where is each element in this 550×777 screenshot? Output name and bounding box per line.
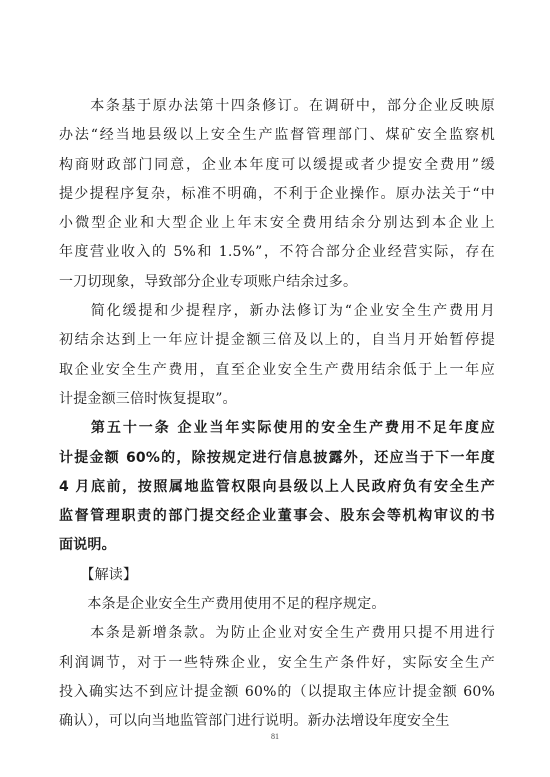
text-line: 取企业安全生产费用，直至企业安全生产费用结余低于上一年应 [59, 361, 495, 378]
paragraph [59, 297, 495, 414]
text-line: 计提金额三倍时恢复提取”。 [59, 390, 237, 407]
text-line: 构商财政部门同意，企业本年度可以缓提或者少提安全费用”缓 [59, 156, 495, 173]
text-line: 面说明。 [59, 537, 116, 554]
text-line: 提少提程序复杂，标准不明确，不利于企业操作。原办法关于“中 [59, 185, 495, 202]
text-line: 【解读】 [59, 566, 138, 583]
text-line: 本条基于原办法第十四条修订。在调研中，部分企业反映原 [59, 98, 495, 114]
text-line: 4 月底前，按照属地监管权限向县级以上人民政府负有安全生产 [59, 478, 495, 495]
text-line: 年度营业收入的 5%和 1.5%”，不符合部分企业经营实际，存在 [59, 244, 495, 261]
paragraph [59, 619, 495, 736]
paragraph [59, 92, 495, 297]
text-line: 监督管理职责的部门提交经企业董事会、股东会等机构审议的书 [59, 508, 495, 525]
text-line: 本条是新增条款。为防止企业对安全生产费用只提不用进行 [59, 625, 495, 642]
text-line: 简化缓提和少提程序，新办法修订为“企业安全生产费用月 [59, 303, 495, 320]
text-line: 确认），可以向当地监管部门进行说明。新办法增设年度安全生 [59, 713, 450, 730]
text-line: 投入确实达不到应计提金额 60%的（以提取主体应计提金额 60% [59, 683, 495, 700]
text-line: 小微型企业和大型企业上年末安全费用结余分别达到本企业上 [59, 215, 495, 232]
text-line: 本条是企业安全生产费用使用不足的程序规定。 [59, 596, 386, 613]
paragraph [59, 590, 495, 619]
text-line: 第五十一条 企业当年实际使用的安全生产费用不足年度应 [59, 420, 495, 437]
body-text [59, 92, 495, 737]
text-line: 办法“经当地县级以上安全生产监督管理部门、煤矿安全监察机 [59, 127, 495, 144]
text-line: 计提金额 60%的，除按规定进行信息披露外，还应当于下一年度 [59, 449, 495, 466]
text-line: 利润调节，对于一些特殊企业，安全生产条件好，实际安全生产 [59, 654, 495, 671]
text-line: 初结余达到上一年应计提金额三倍及以上的，自当月开始暂停提 [59, 332, 495, 349]
text-line: 一刀切现象，导致部分企业专项账户结余过多。 [59, 273, 358, 290]
page-number: 81 [271, 732, 279, 741]
paragraph [59, 561, 495, 590]
article-paragraph [59, 414, 495, 560]
